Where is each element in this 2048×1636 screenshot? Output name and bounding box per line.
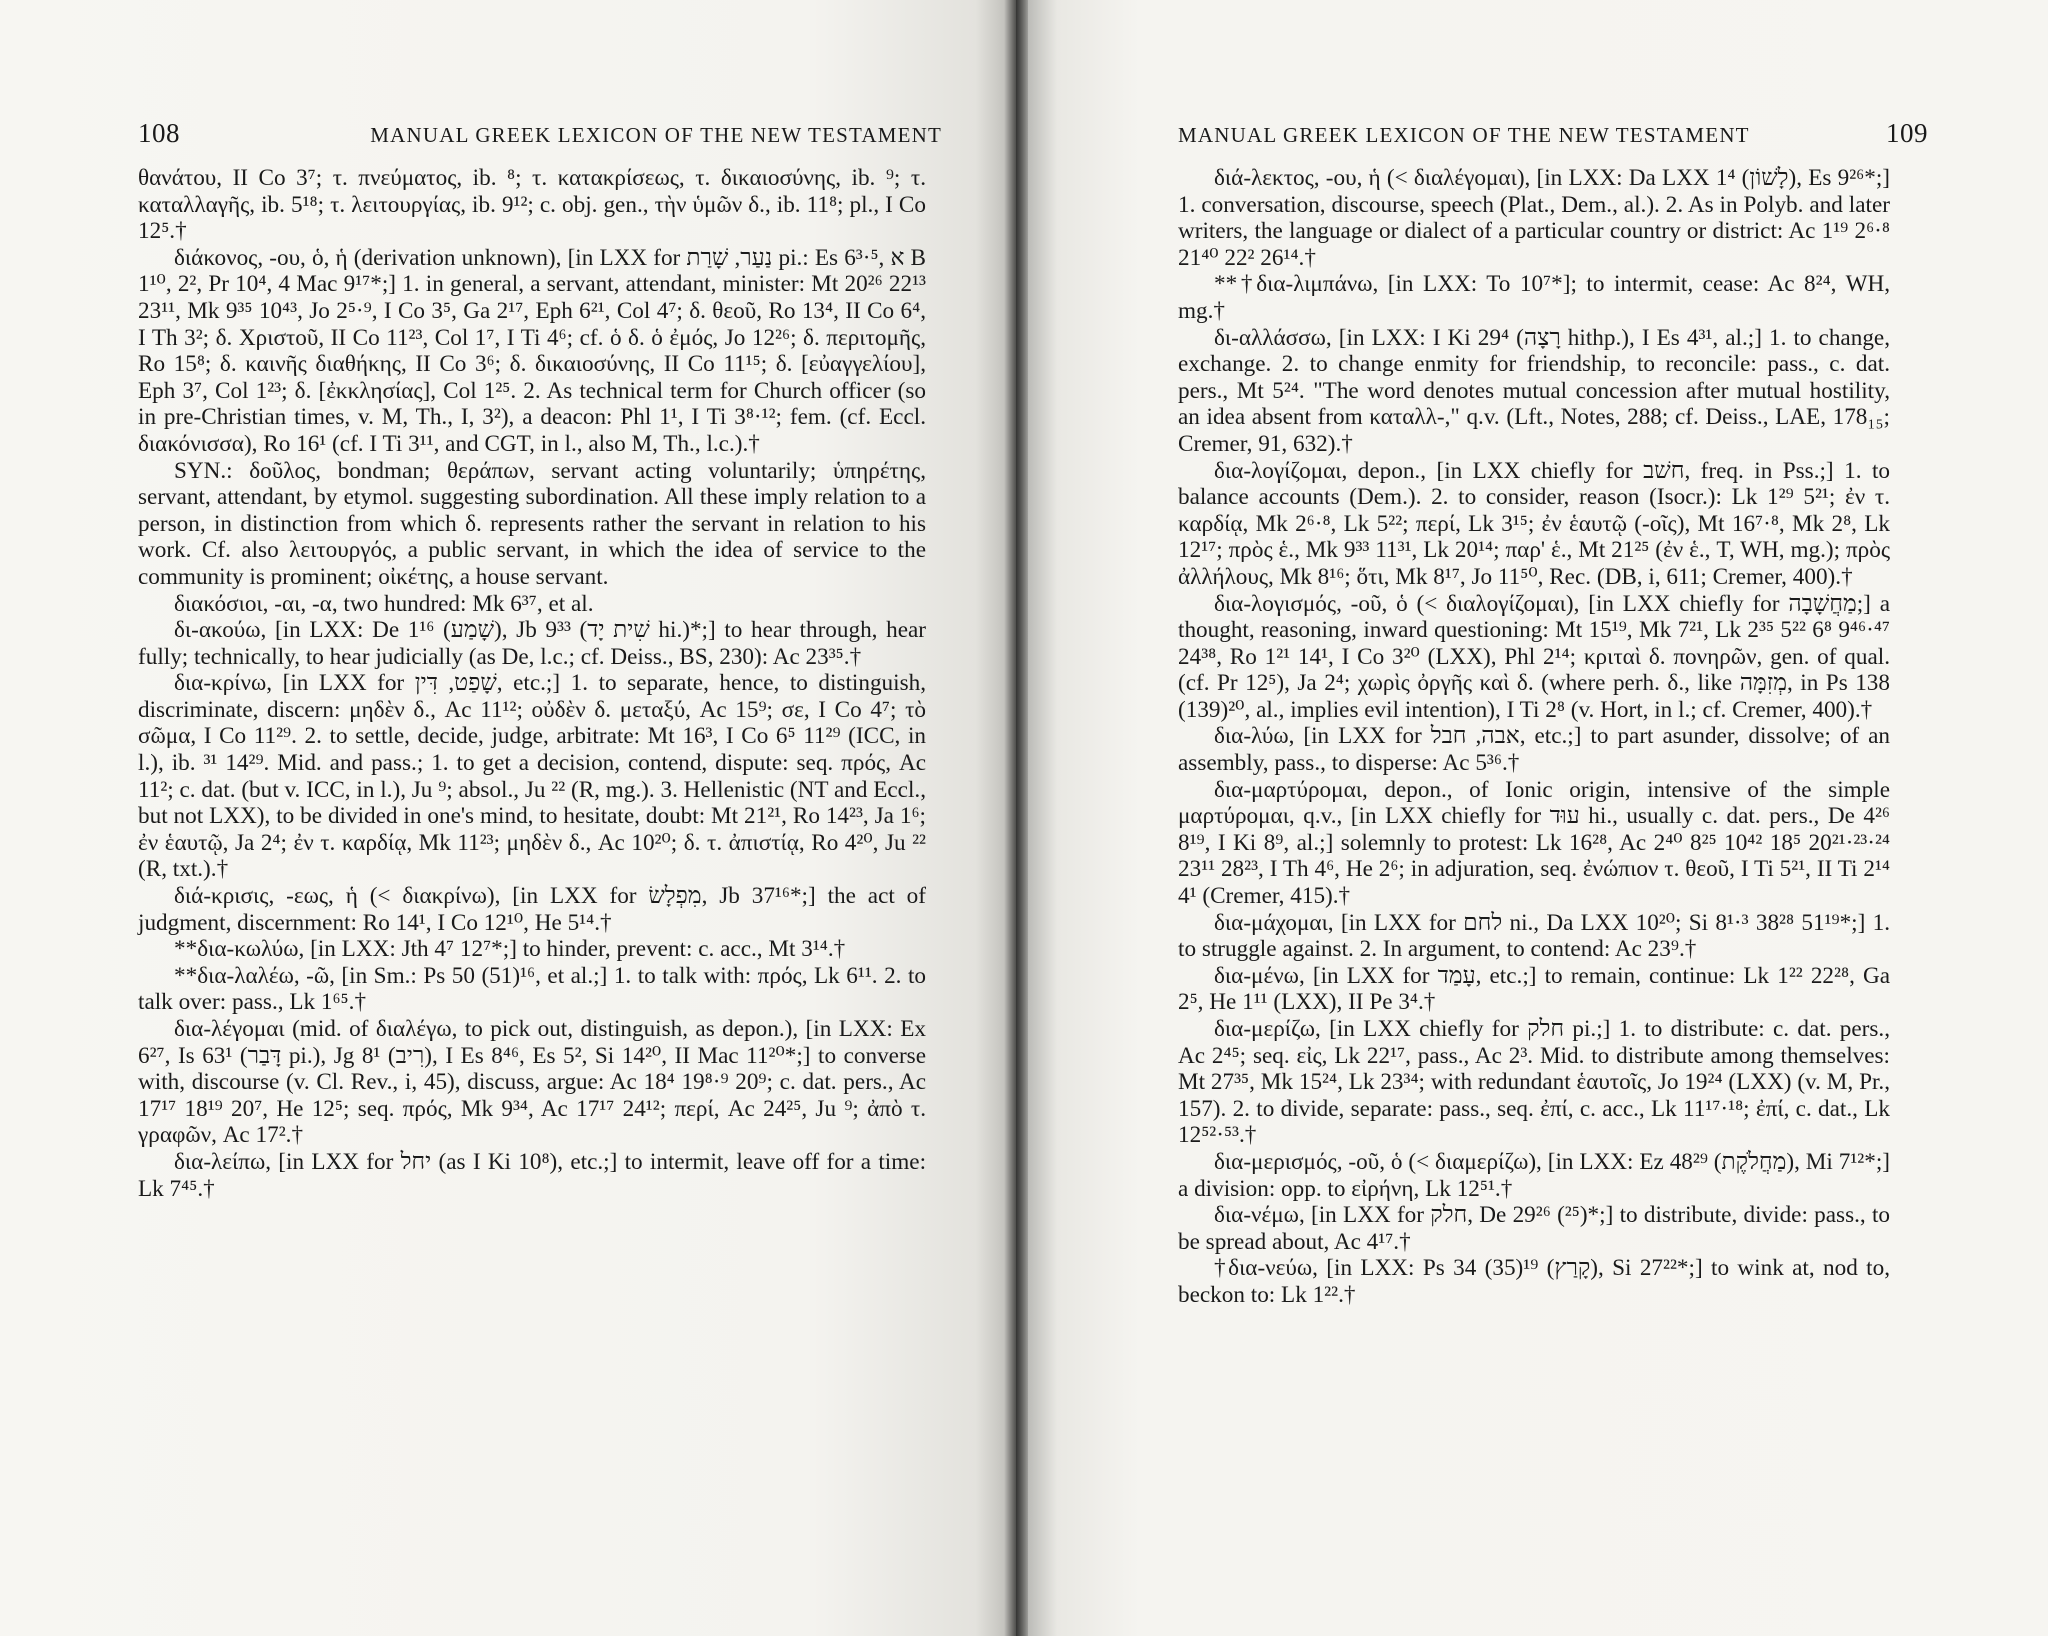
left-page-header (0, 118, 1016, 149)
lexicon-entry: δι-αλλάσσω, [in LXX: I Ki 29⁴ (רָצָה hithp.), I Es 4³¹, al.;] 1. to change, exchange. 2. to change enmity for friendship, to reconcile: pass., c. dat. pers., Mt 5²⁴. "The word denotes mutual concession after mutual hostility, an idea absent from καταλλ-," q.v. (Lft., Notes, 288; cf. Deiss., LAE, 178₁₅; Cremer, 91, 632).† (1178, 324, 1890, 457)
right-page-header (1016, 118, 2048, 149)
left-running-title: MANUAL GREEK LEXICON OF THE NEW TESTAMENT (370, 123, 942, 147)
lexicon-entry: δια-νέμω, [in LXX for חלק, De 29²⁶ (²⁵)*;] to distribute, divide: pass., to be spread about, Ac 4¹⁷.† (1178, 1202, 1890, 1255)
lexicon-entry: δια-μερίζω, [in LXX chiefly for חלק pi.;] 1. to distribute: c. dat. pers., Ac 2⁴⁵; seq. εἰς, Lk 22¹⁷, pass., Ac 2³. Mid. to distribute among themselves: Mt 27³⁵, Mk 15²⁴, Lk 23³⁴; with redundant ἑαυτοῖς, Jo 19²⁴ (LXX) (v. M, Pr., 157). 2. to divide, separate: pass., seq. ἐπί, c. acc., Lk 11¹⁷·¹⁸; ἐπί, c. dat., Lk 12⁵²·⁵³.† (1178, 1016, 1890, 1149)
right-page-number: 109 (1886, 118, 1928, 148)
lexicon-entry: δια-λύω, [in LXX for אבה, חבל, etc.;] to part asunder, dissolve; of an assembly, pass., to disperse: Ac 5³⁶.† (1178, 723, 1891, 777)
lexicon-entry: δια-κρίνω, [in LXX for שָׁפַט, דִּין, etc.;] 1. to separate, hence, to distinguish, discriminate, discern: μηδὲν δ., Ac 11¹²; οὐδὲν δ. μεταξύ, Ac 15⁹; σε, I Co 4⁷; τὸ σῶμα, I Co 11²⁹. 2. to settle, decide, judge, arbitrate: Mt 16³, I Co 6⁵ 11²⁹ (ICC, in l.), ib. ³¹ 14²⁹. Mid. and pass.; 1. to get a decision, contend, dispute: seq. πρός, Ac 11²; c. dat. (but v. ICC, in l.), Ju ⁹; absol., Ju ²² (R, mg.). 3. Hellenistic (NT and Eccl., but not LXX), to be divided in one's mind, to hesitate, doubt: Mt 21²¹, Ro 14²³, Ja 1⁶; ἐν ἑαυτῷ, Ja 2⁴; ἐν τ. καρδίᾳ, Mk 11²³; μηδὲν δ., Ac 10²⁰; δ. τ. ἀπιστίᾳ, Ro 4²⁰, Ju ²² (R, txt.).† (138, 670, 926, 883)
lexicon-entry: δια-μερισμός, -οῦ, ὁ (< διαμερίζω), [in LXX: Ez 48²⁹ (מַחֲלֹקֶת), Mi 7¹²*;] a division: opp. to εἰρήνη, Lk 12⁵¹.† (1178, 1148, 1891, 1202)
lexicon-entry: δια-μένω, [in LXX for עָמַד, etc.;] to remain, continue: Lk 1²² 22²⁸, Ga 2⁵, He 1¹¹ (LXX), II Pe 3⁴.† (1178, 962, 1890, 1016)
left-page-body (138, 165, 926, 1202)
left-page (0, 0, 1016, 1636)
book-gutter (1004, 0, 1028, 1636)
left-page-number: 108 (138, 118, 180, 148)
lexicon-entry: †δια-νεύω, [in LXX: Ps 34 (35)¹⁹ (קָרַץ), Si 27²²*;] to wink at, nod to, beckon to: Lk 1²².† (1178, 1255, 1890, 1308)
lexicon-entry: **δια-λαλέω, -ῶ, [in Sm.: Ps 50 (51)¹⁶, et al.;] 1. to talk with: πρός, Lk 6¹¹. 2. to talk over: pass., Lk 1⁶⁵.† (138, 962, 926, 1016)
lexicon-entry: θανάτου, II Co 3⁷; τ. πνεύματος, ib. ⁸; τ. κατακρίσεως, τ. δικαιοσύνης, ib. ⁹; τ. καταλλαγῆς, ib. 5¹⁸; τ. λειτουργίας, ib. 9¹²; c. obj. gen., τὴν ὑμῶν δ., ib. 11⁸; pl., I Co 12⁵.† (138, 165, 926, 245)
lexicon-entry: δι-ακούω, [in LXX: De 1¹⁶ (שָׁמַע), Jb 9³³ (שִׁית יָד hi.)*;] to hear through, hear fully; technically, to hear judicially (as De, l.c.; cf. Deiss., BS, 230): Ac 23³⁵.† (138, 617, 926, 670)
lexicon-entry: δια-λείπω, [in LXX for יחל (as I Ki 10⁸), etc.;] to intermit, leave off for a time: Lk 7⁴⁵.† (138, 1148, 927, 1202)
lexicon-entry: διακόσιοι, -αι, -α, two hundred: Mk 6³⁷, et al. (174, 590, 594, 617)
lexicon-entry: δια-μαρτύρομαι, depon., of Ionic origin, intensive of the simple μαρτύρομαι, q.v., [in LXX chiefly for עוּד hi., usually c. dat. pers., De 4²⁶ 8¹⁹, I Ki 8⁹, al.;] solemnly to protest: Lk 16²⁸, Ac 2⁴⁰ 8²⁵ 10⁴² 18⁵ 20²¹·²³·²⁴ 23¹¹ 28²³, I Th 4⁶, He 2⁶; in adjuration, seq. ἐνώπιον τ. θεοῦ, I Ti 5²¹, II Ti 2¹⁴ 4¹ (Cremer, 415).† (1178, 776, 1890, 910)
lexicon-entry: SYN.: δοῦλος, bondman; θεράπων, servant acting voluntarily; ὑπηρέτης, servant, attendant, by etymol. suggesting subordination. All these imply relation to a person, in distinction from which δ. represents rather the servant in relation to his work. Cf. also λειτουργός, a public servant, in which the idea of service to the community is prominent; οἰκέτης, a house servant. (138, 457, 926, 590)
lexicon-entry: δια-λογισμός, -οῦ, ὁ (< διαλογίζομαι), [in LXX chiefly for מַחֲשָׁבָה;] a thought, reasoning, inward questioning: Mt 15¹⁹, Mk 7²¹, Lk 2³⁵ 5²² 6⁸ 9⁴⁶·⁴⁷ 24³⁸, Ro 1²¹ 14¹, I Co 3²⁰ (LXX), Phl 2¹⁴; κριταὶ δ. πονηρῶν, gen. of qual. (cf. Pr 12⁵), Ja 2⁴; χωρὶς ὀργῆς καὶ δ. (where perh. δ., like מְזִמָּה, in Ps 138 (139)²⁰, al., implies evil intention), I Ti 2⁸ (v. Hort, in l.; cf. Cremer, 400).† (1178, 590, 1890, 723)
lexicon-entry: διά-λεκτος, -ου, ἡ (< διαλέγομαι), [in LXX: Da LXX 1⁴ (לָשׁוֹן), Es 9²⁶*;] 1. conversation, discourse, speech (Plat., Dem., al.). 2. As in Polyb. and later writers, the language or dialect of a particular country or district: Ac 1¹⁹ 2⁶·⁸ 21⁴⁰ 22² 26¹⁴.† (1178, 165, 1891, 271)
lexicon-entry: δια-λογίζομαι, depon., [in LXX chiefly for חשׁב, freq. in Pss.;] 1. to balance accounts (Dem.). 2. to consider, reason (Isocr.): Lk 1²⁹ 5²¹; ἐν τ. καρδίᾳ, Mk 2⁶·⁸, Lk 5²²; περί, Lk 3¹⁵; ἐν ἑαυτῷ (-οῖς), Mt 16⁷·⁸, Mk 2⁸, Lk 12¹⁷; πρὸς ἑ., Mk 9³³ 11³¹, Lk 20¹⁴; παρ' ἑ., Mt 21²⁵ (ἐν ἑ., T, WH, mg.); πρὸς ἀλλήλους, Mk 8¹⁶; ὅτι, Mk 8¹⁷, Jo 11⁵⁰, Rec. (DB, i, 611; Cremer, 400).† (1178, 457, 1890, 590)
right-running-title: MANUAL GREEK LEXICON OF THE NEW TESTAMENT (1178, 123, 1750, 147)
lexicon-entry: δια-λέγομαι (mid. of διαλέγω, to pick out, distinguish, as depon.), [in LXX: Ex 6²⁷, Is 63¹ (דָּבַר pi.), Jg 8¹ (רִיב), I Es 8⁴⁶, Es 5², Si 14²⁰, II Mac 11²⁰*;] to converse with, discourse (v. Cl. Rev., i, 45), discuss, argue: Ac 18⁴ 19⁸·⁹ 20⁹; c. dat. pers., Ac 17¹⁷ 18¹⁹ 20⁷, He 12⁵; seq. πρός, Mk 9³⁴, Ac 17¹⁷ 24¹²; περί, Ac 24²⁵, Ju ⁹; ἀπὸ τ. γραφῶν, Ac 17².† (138, 1016, 926, 1149)
right-page (1016, 0, 2048, 1636)
lexicon-entry: διά-κρισις, -εως, ἡ (< διακρίνω), [in LXX for מִפְלָשׂ, Jb 37¹⁶*;] the act of judgment, discernment: Ro 14¹, I Co 12¹⁰, He 5¹⁴.† (138, 883, 926, 936)
right-page-body (1178, 165, 1890, 1309)
lexicon-entry: **†δια-λιμπάνω, [in LXX: To 10⁷*]; to intermit, cease: Ac 8²⁴, WH, mg.† (1178, 271, 1890, 324)
lexicon-entry: **δια-κωλύω, [in LXX: Jth 4⁷ 12⁷*;] to hinder, prevent: c. acc., Mt 3¹⁴.† (174, 936, 846, 963)
lexicon-entry: δια-μάχομαι, [in LXX for לחם ni., Da LXX 10²⁰; Si 8¹·³ 38²⁸ 51¹⁹*;] 1. to struggle against. 2. In argument, to contend: Ac 23⁹.† (1178, 909, 1890, 963)
lexicon-entry: διάκονος, -ου, ὁ, ἡ (derivation unknown), [in LXX for נַעַר, שָׁרַת pi.: Es 6³·⁵, א B 1¹⁰, 2², Pr 10⁴, 4 Mac 9¹⁷*;] 1. in general, a servant, attendant, minister: Mt 20²⁶ 22¹³ 23¹¹, Mk 9³⁵ 10⁴³, Jo 2⁵·⁹, I Co 3⁵, Ga 2¹⁷, Eph 6²¹, Col 4⁷; δ. θεοῦ, Ro 13⁴, II Co 6⁴, I Th 3²; δ. Χριστοῦ, II Co 11²³, Col 1⁷, I Ti 4⁶; cf. ὁ δ. ὁ ἐμός, Jo 12²⁶; δ. περιτομῆς, Ro 15⁸; δ. καινῆς διαθήκης, II Co 3⁶; δ. δικαιοσύνης, II Co 11¹⁵; δ. [εὐαγγελίου], Eph 3⁷, Col 1²³; δ. [ἐκκλησίας], Col 1²⁵. 2. As technical term for Church officer (so in pre-Christian times, v. M, Th., I, 3²), a deacon: Phl 1¹, I Ti 3⁸·¹²; fem. (cf. Eccl. διακόνισσα), Ro 16¹ (cf. I Ti 3¹¹, and CGT, in l., also M, Th., l.c.).† (138, 244, 926, 457)
